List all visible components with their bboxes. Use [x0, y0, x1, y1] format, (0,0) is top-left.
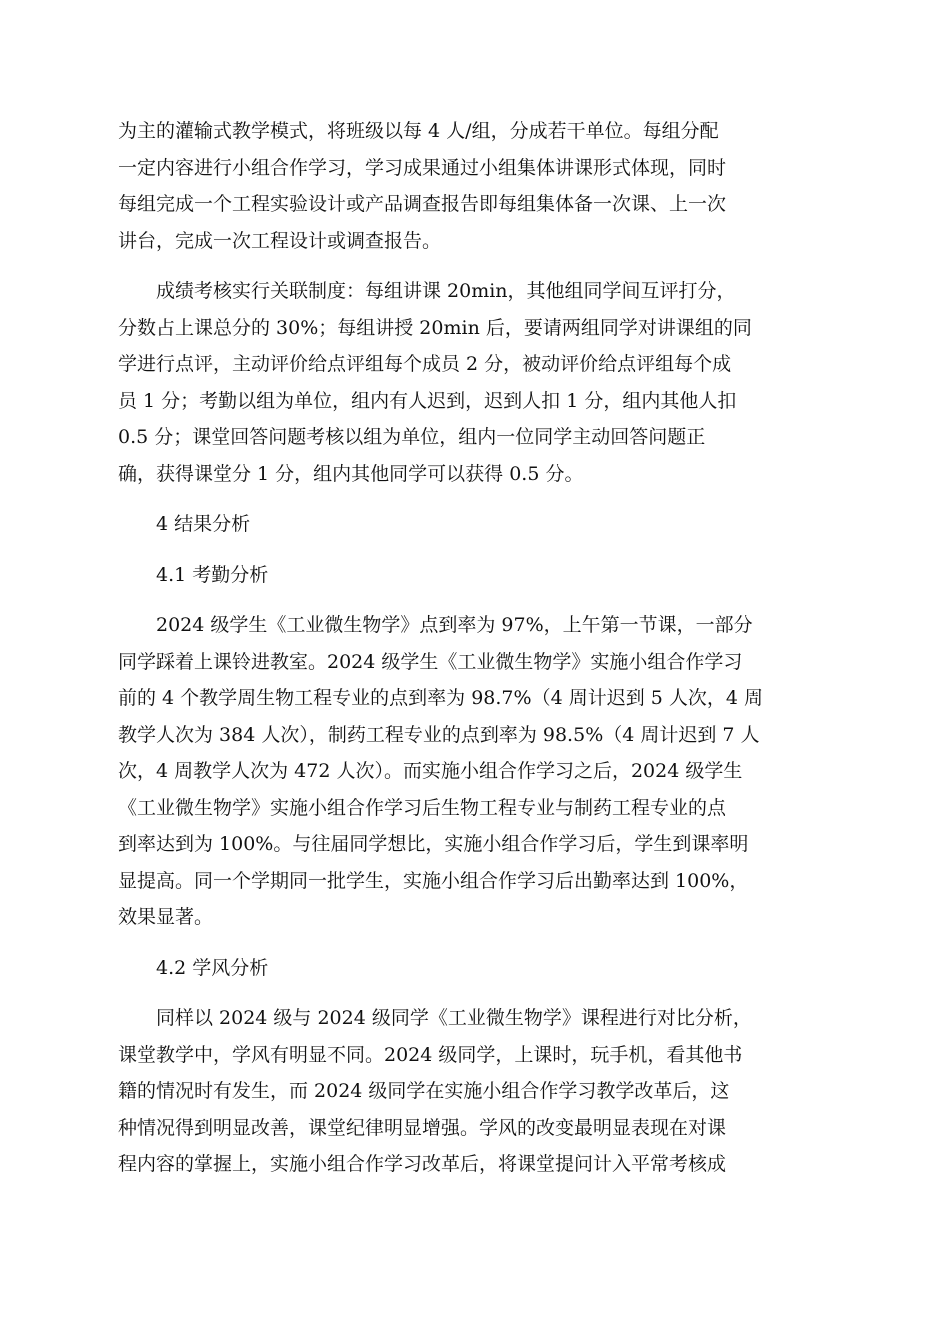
heading-text: 4 结果分析 [156, 513, 251, 535]
text-line: 程内容的掌握上，实施小组合作学习改革后，将课堂提问计入平常考核成 [118, 1153, 727, 1175]
text-line: 为主的灌输式教学模式，将班级以每 4 人/组，分成若干单位。每组分配 [118, 120, 719, 142]
paragraph-attendance-analysis [118, 607, 834, 936]
section-heading-results [118, 506, 834, 543]
text-line: 显提高。同一个学期同一批学生，实施小组合作学习后出勤率达到 100%， [118, 869, 749, 892]
paragraph-group-work-method [118, 113, 834, 259]
text-line: 确，获得课堂分 1 分，组内其他同学可以获得 0.5 分。 [118, 462, 584, 485]
text-line: 员 1 分；考勤以组为单位，组内有人迟到，迟到人扣 1 分，组内其他人扣 [118, 389, 737, 412]
text-line: 同学踩着上课铃进教室。2024 级学生《工业微生物学》实施小组合作学习 [118, 650, 743, 673]
text-line: 籍的情况时有发生，而 2024 级同学在实施小组合作学习教学改革后，这 [118, 1080, 730, 1102]
text-line: 课堂教学中，学风有明显不同。2024 级同学，上课时，玩手机，看其他书 [118, 1043, 743, 1066]
text-line: 次，4 周教学人次为 472 人次）。而实施小组合作学习之后，2024 级学生 [118, 760, 743, 782]
heading-text: 4.2 学风分析 [156, 956, 269, 979]
text-line: 成绩考核实行关联制度：每组讲课 20min，其他组同学间互评打分， [156, 280, 736, 302]
heading-text: 4.1 考勤分析 [156, 563, 269, 586]
paragraph-grading-system [118, 273, 834, 492]
text-line: 每组完成一个工程实验设计或产品调查报告即每组集体备一次课、上一次 [118, 193, 727, 215]
section-heading-attendance [118, 557, 834, 594]
text-line: 0.5 分；课堂回答问题考核以组为单位，组内一位同学主动回答问题正 [118, 426, 706, 448]
section-heading-study-style [118, 950, 834, 987]
text-line: 前的 4 个教学周生物工程专业的点到率为 98.7%（4 周计迟到 5 人次，4 周 [118, 687, 763, 709]
text-line: 2024 级学生《工业微生物学》点到率为 97%，上午第一节课，一部分 [156, 614, 753, 636]
text-line: 同样以 2024 级与 2024 级同学《工业微生物学》课程进行对比分析， [156, 1007, 752, 1029]
paragraph-study-style-analysis [118, 1000, 834, 1183]
text-line: 学进行点评，主动评价给点评组每个成员 2 分，被动评价给点评组每个成 [118, 353, 732, 375]
text-line: 讲台，完成一次工程设计或调查报告。 [118, 229, 442, 252]
text-line: 分数占上课总分的 30%；每组讲授 20min 后，要请两组同学对讲课组的同 [118, 316, 752, 339]
text-line: 效果显著。 [118, 906, 214, 928]
text-line: 教学人次为 384 人次），制药工程专业的点到率为 98.5%（4 周计迟到 7 人 [118, 723, 760, 746]
text-line: 一定内容进行小组合作学习，学习成果通过小组集体讲课形式体现，同时 [118, 156, 727, 179]
text-line: 种情况得到明显改善，课堂纪律明显增强。学风的改变最明显表现在对课 [118, 1116, 727, 1139]
document-page [118, 113, 834, 1197]
text-line: 到率达到为 100%。与往届同学想比，实施小组合作学习后，学生到课率明 [118, 833, 749, 855]
text-line: 《工业微生物学》实施小组合作学习后生物工程专业与制药工程专业的点 [118, 796, 727, 819]
